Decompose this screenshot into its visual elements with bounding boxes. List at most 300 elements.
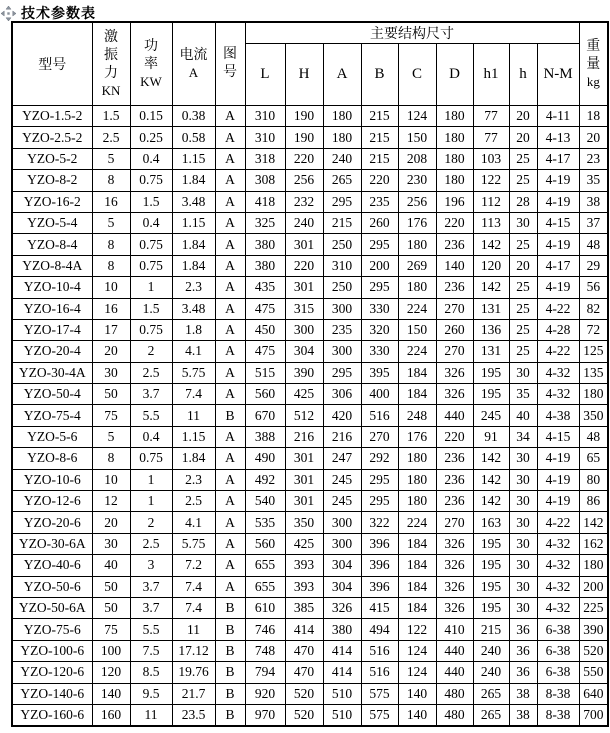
- cell-dim-h: 300: [285, 319, 323, 340]
- cell-dim-a: 250: [323, 234, 361, 255]
- cell-dim-n-m: 4-19: [537, 234, 579, 255]
- cell-dim-h1: 142: [473, 234, 509, 255]
- cell-current-a: 19.76: [172, 662, 215, 683]
- cell-force-kn: 16: [92, 298, 130, 319]
- cell-dim-h1: 265: [473, 683, 509, 704]
- cell-power-kw: 1.5: [130, 298, 172, 319]
- cell-weight-kg: 29: [579, 255, 608, 276]
- cell-dim-a: 420: [323, 405, 361, 426]
- cell-dim-d: 440: [436, 640, 473, 661]
- cell-dim-h1: 240: [473, 662, 509, 683]
- cell-dim-h: 304: [285, 341, 323, 362]
- table-row: [12, 106, 608, 127]
- cell-dim-c: 224: [398, 341, 436, 362]
- cell-drawing-no: A: [215, 298, 245, 319]
- cell-current-a: 1.15: [172, 148, 215, 169]
- cell-dim-l: 515: [245, 362, 285, 383]
- cell-dim-a: 247: [323, 448, 361, 469]
- col-header-force-label: 激振力: [103, 29, 118, 82]
- cell-drawing-no: A: [215, 448, 245, 469]
- cell-drawing-no: B: [215, 704, 245, 726]
- cell-dim-b: 215: [361, 148, 398, 169]
- cell-model: YZO-5-2: [12, 148, 92, 169]
- cell-model: YZO-75-6: [12, 619, 92, 640]
- table-row: [12, 127, 608, 148]
- cell-power-kw: 11: [130, 704, 172, 726]
- cell-weight-kg: 135: [579, 362, 608, 383]
- col-header-dim-b: B: [361, 44, 398, 106]
- cell-drawing-no: B: [215, 405, 245, 426]
- cell-dim-a: 235: [323, 319, 361, 340]
- table-row: [12, 384, 608, 405]
- cell-dim-d: 270: [436, 298, 473, 319]
- cell-model: YZO-50-4: [12, 384, 92, 405]
- cell-dim-c: 248: [398, 405, 436, 426]
- cell-weight-kg: 18: [579, 106, 608, 127]
- cell-power-kw: 0.75: [130, 319, 172, 340]
- cell-dim-h: 20: [509, 255, 537, 276]
- cell-dim-h1: 142: [473, 469, 509, 490]
- cell-dim-h: 34: [509, 426, 537, 447]
- cell-dim-h: 30: [509, 512, 537, 533]
- cell-dim-h1: 195: [473, 533, 509, 554]
- cell-dim-n-m: 8-38: [537, 704, 579, 726]
- cell-dim-l: 490: [245, 448, 285, 469]
- cell-dim-h1: 142: [473, 277, 509, 298]
- cell-dim-c: 150: [398, 127, 436, 148]
- cell-current-a: 1.15: [172, 212, 215, 233]
- cell-weight-kg: 180: [579, 555, 608, 576]
- table-row: [12, 234, 608, 255]
- cell-force-kn: 10: [92, 277, 130, 298]
- cell-drawing-no: A: [215, 106, 245, 127]
- cell-dim-h1: 91: [473, 426, 509, 447]
- col-header-dim-d: D: [436, 44, 473, 106]
- cell-weight-kg: 65: [579, 448, 608, 469]
- col-header-drawing-label: 图号: [222, 46, 237, 80]
- table-row: [12, 576, 608, 597]
- col-header-dim-a: A: [323, 44, 361, 106]
- cell-weight-kg: 225: [579, 597, 608, 618]
- cell-model: YZO-75-4: [12, 405, 92, 426]
- cell-dim-d: 236: [436, 234, 473, 255]
- table-row: [12, 662, 608, 683]
- cell-dim-h: 240: [285, 212, 323, 233]
- cell-dim-b: 220: [361, 170, 398, 191]
- cell-dim-d: 180: [436, 148, 473, 169]
- cell-dim-b: 415: [361, 597, 398, 618]
- cell-power-kw: 0.75: [130, 255, 172, 276]
- cell-dim-h1: 195: [473, 362, 509, 383]
- cell-dim-h: 390: [285, 362, 323, 383]
- cell-dim-l: 310: [245, 127, 285, 148]
- cell-dim-b: 395: [361, 362, 398, 383]
- cell-dim-c: 122: [398, 619, 436, 640]
- cell-force-kn: 140: [92, 683, 130, 704]
- cell-dim-h: 190: [285, 106, 323, 127]
- cell-dim-h1: 77: [473, 106, 509, 127]
- cell-force-kn: 160: [92, 704, 130, 726]
- cell-dim-c: 184: [398, 533, 436, 554]
- cell-dim-c: 208: [398, 148, 436, 169]
- cell-power-kw: 2: [130, 512, 172, 533]
- cell-dim-h: 385: [285, 597, 323, 618]
- cell-model: YZO-16-4: [12, 298, 92, 319]
- table-row: [12, 512, 608, 533]
- cell-power-kw: 3.7: [130, 384, 172, 405]
- cell-dim-h: 301: [285, 234, 323, 255]
- cell-dim-a: 380: [323, 619, 361, 640]
- cell-dim-h1: 122: [473, 170, 509, 191]
- cell-dim-a: 295: [323, 191, 361, 212]
- cell-dim-l: 920: [245, 683, 285, 704]
- cell-dim-n-m: 4-22: [537, 341, 579, 362]
- cell-dim-d: 270: [436, 341, 473, 362]
- cell-dim-d: 236: [436, 277, 473, 298]
- cell-power-kw: 2: [130, 341, 172, 362]
- cell-dim-l: 308: [245, 170, 285, 191]
- move-icon[interactable]: [1, 6, 16, 21]
- cell-dim-a: 300: [323, 298, 361, 319]
- cell-dim-l: 318: [245, 148, 285, 169]
- cell-dim-h: 35: [509, 384, 537, 405]
- cell-drawing-no: A: [215, 319, 245, 340]
- table-row: [12, 640, 608, 661]
- cell-dim-b: 270: [361, 426, 398, 447]
- cell-dim-h: 25: [509, 148, 537, 169]
- cell-force-kn: 8: [92, 170, 130, 191]
- cell-dim-c: 256: [398, 191, 436, 212]
- cell-dim-h: 30: [509, 491, 537, 512]
- cell-dim-h: 38: [509, 704, 537, 726]
- cell-dim-d: 220: [436, 212, 473, 233]
- cell-model: YZO-5-6: [12, 426, 92, 447]
- cell-dim-h1: 131: [473, 298, 509, 319]
- cell-dim-l: 310: [245, 106, 285, 127]
- cell-current-a: 21.7: [172, 683, 215, 704]
- cell-dim-b: 516: [361, 662, 398, 683]
- cell-force-kn: 2.5: [92, 127, 130, 148]
- cell-dim-d: 260: [436, 319, 473, 340]
- cell-force-kn: 5: [92, 212, 130, 233]
- cell-dim-h1: 142: [473, 448, 509, 469]
- cell-force-kn: 50: [92, 597, 130, 618]
- table-row: [12, 212, 608, 233]
- cell-dim-b: 260: [361, 212, 398, 233]
- cell-dim-h: 256: [285, 170, 323, 191]
- cell-dim-h: 25: [509, 298, 537, 319]
- col-header-force-unit: KN: [101, 83, 121, 99]
- cell-dim-h: 36: [509, 662, 537, 683]
- cell-drawing-no: B: [215, 597, 245, 618]
- cell-dim-h1: 103: [473, 148, 509, 169]
- cell-dim-d: 326: [436, 597, 473, 618]
- cell-model: YZO-50-6A: [12, 597, 92, 618]
- cell-dim-h1: 240: [473, 640, 509, 661]
- table-row: [12, 191, 608, 212]
- cell-dim-n-m: 8-38: [537, 683, 579, 704]
- col-header-dim-h1: h1: [473, 44, 509, 106]
- cell-power-kw: 0.15: [130, 106, 172, 127]
- cell-dim-d: 180: [436, 106, 473, 127]
- table-row: [12, 405, 608, 426]
- cell-model: YZO-12-6: [12, 491, 92, 512]
- cell-dim-h: 38: [509, 683, 537, 704]
- cell-model: YZO-120-6: [12, 662, 92, 683]
- cell-drawing-no: A: [215, 277, 245, 298]
- cell-drawing-no: A: [215, 576, 245, 597]
- cell-current-a: 2.3: [172, 277, 215, 298]
- cell-model: YZO-17-4: [12, 319, 92, 340]
- cell-model: YZO-5-4: [12, 212, 92, 233]
- cell-dim-c: 180: [398, 234, 436, 255]
- table-row: [12, 298, 608, 319]
- cell-dim-b: 396: [361, 555, 398, 576]
- cell-drawing-no: A: [215, 555, 245, 576]
- cell-model: YZO-10-6: [12, 469, 92, 490]
- cell-dim-h1: 142: [473, 491, 509, 512]
- cell-dim-d: 480: [436, 704, 473, 726]
- table-row: [12, 341, 608, 362]
- table-row: [12, 448, 608, 469]
- cell-dim-l: 475: [245, 298, 285, 319]
- col-header-force-kn: [92, 22, 130, 106]
- cell-force-kn: 50: [92, 576, 130, 597]
- cell-dim-c: 184: [398, 362, 436, 383]
- cell-dim-h: 216: [285, 426, 323, 447]
- cell-dim-h1: 163: [473, 512, 509, 533]
- cell-dim-h1: 245: [473, 405, 509, 426]
- cell-force-kn: 75: [92, 405, 130, 426]
- cell-dim-h: 425: [285, 533, 323, 554]
- cell-dim-a: 245: [323, 469, 361, 490]
- cell-dim-h: 36: [509, 619, 537, 640]
- cell-dim-a: 180: [323, 127, 361, 148]
- cell-drawing-no: B: [215, 640, 245, 661]
- col-header-current-a: [172, 22, 215, 106]
- cell-dim-h1: 195: [473, 384, 509, 405]
- cell-drawing-no: A: [215, 512, 245, 533]
- cell-dim-a: 310: [323, 255, 361, 276]
- cell-model: YZO-8-2: [12, 170, 92, 191]
- cell-dim-h: 30: [509, 555, 537, 576]
- cell-weight-kg: 80: [579, 469, 608, 490]
- cell-dim-h: 301: [285, 277, 323, 298]
- cell-model: YZO-40-6: [12, 555, 92, 576]
- cell-dim-n-m: 4-17: [537, 255, 579, 276]
- cell-dim-h1: 136: [473, 319, 509, 340]
- cell-weight-kg: 162: [579, 533, 608, 554]
- cell-drawing-no: B: [215, 662, 245, 683]
- cell-dim-c: 140: [398, 683, 436, 704]
- cell-dim-d: 196: [436, 191, 473, 212]
- cell-current-a: 1.84: [172, 448, 215, 469]
- table-row: [12, 255, 608, 276]
- cell-dim-c: 124: [398, 106, 436, 127]
- cell-power-kw: 5.5: [130, 405, 172, 426]
- cell-dim-d: 236: [436, 469, 473, 490]
- cell-dim-l: 435: [245, 277, 285, 298]
- table-row: [12, 533, 608, 554]
- cell-force-kn: 16: [92, 191, 130, 212]
- cell-power-kw: 9.5: [130, 683, 172, 704]
- cell-dim-d: 326: [436, 555, 473, 576]
- cell-dim-h1: 195: [473, 576, 509, 597]
- cell-dim-b: 292: [361, 448, 398, 469]
- cell-dim-d: 326: [436, 576, 473, 597]
- cell-drawing-no: A: [215, 469, 245, 490]
- cell-dim-n-m: 4-32: [537, 533, 579, 554]
- cell-current-a: 11: [172, 405, 215, 426]
- cell-power-kw: 3.7: [130, 597, 172, 618]
- cell-dim-b: 295: [361, 469, 398, 490]
- col-header-dim-h: h: [509, 44, 537, 106]
- cell-model: YZO-140-6: [12, 683, 92, 704]
- col-header-power-kw: [130, 22, 172, 106]
- col-header-power-label: 功率: [143, 39, 158, 73]
- title-bar: [0, 0, 610, 21]
- cell-dim-h: 25: [509, 234, 537, 255]
- cell-dim-a: 414: [323, 662, 361, 683]
- cell-dim-n-m: 4-32: [537, 384, 579, 405]
- cell-drawing-no: A: [215, 384, 245, 405]
- cell-dim-l: 325: [245, 212, 285, 233]
- cell-dim-n-m: 4-22: [537, 298, 579, 319]
- cell-dim-c: 224: [398, 512, 436, 533]
- cell-dim-a: 306: [323, 384, 361, 405]
- cell-dim-a: 510: [323, 704, 361, 726]
- cell-drawing-no: A: [215, 212, 245, 233]
- cell-power-kw: 0.4: [130, 426, 172, 447]
- cell-dim-a: 300: [323, 533, 361, 554]
- cell-weight-kg: 700: [579, 704, 608, 726]
- cell-force-kn: 120: [92, 662, 130, 683]
- cell-dim-h1: 120: [473, 255, 509, 276]
- cell-dim-c: 184: [398, 555, 436, 576]
- cell-drawing-no: A: [215, 191, 245, 212]
- cell-dim-b: 295: [361, 491, 398, 512]
- cell-model: YZO-50-6: [12, 576, 92, 597]
- cell-dim-n-m: 6-38: [537, 640, 579, 661]
- cell-dim-n-m: 4-11: [537, 106, 579, 127]
- cell-dim-n-m: 4-19: [537, 170, 579, 191]
- cell-force-kn: 8: [92, 234, 130, 255]
- cell-dim-l: 380: [245, 255, 285, 276]
- cell-current-a: 3.48: [172, 191, 215, 212]
- cell-dim-b: 516: [361, 640, 398, 661]
- table-row: [12, 319, 608, 340]
- cell-drawing-no: B: [215, 619, 245, 640]
- tech-params-table: [11, 21, 609, 727]
- cell-dim-h1: 265: [473, 704, 509, 726]
- cell-dim-n-m: 4-19: [537, 277, 579, 298]
- cell-dim-n-m: 4-19: [537, 491, 579, 512]
- col-header-weight-unit: kg: [586, 74, 600, 90]
- cell-dim-d: 220: [436, 426, 473, 447]
- cell-force-kn: 5: [92, 426, 130, 447]
- cell-dim-a: 304: [323, 555, 361, 576]
- cell-power-kw: 0.75: [130, 234, 172, 255]
- cell-force-kn: 30: [92, 362, 130, 383]
- cell-dim-l: 670: [245, 405, 285, 426]
- cell-power-kw: 1: [130, 469, 172, 490]
- cell-power-kw: 0.25: [130, 127, 172, 148]
- col-header-dims-group: 主要结构尺寸: [245, 22, 579, 44]
- cell-weight-kg: 48: [579, 426, 608, 447]
- cell-dim-h: 301: [285, 448, 323, 469]
- cell-dim-a: 295: [323, 362, 361, 383]
- cell-dim-n-m: 4-13: [537, 127, 579, 148]
- cell-model: YZO-1.5-2: [12, 106, 92, 127]
- col-header-dim-h: H: [285, 44, 323, 106]
- cell-force-kn: 5: [92, 148, 130, 169]
- cell-dim-h: 393: [285, 576, 323, 597]
- cell-model: YZO-16-2: [12, 191, 92, 212]
- cell-dim-b: 235: [361, 191, 398, 212]
- table-row: [12, 704, 608, 726]
- cell-model: YZO-8-4: [12, 234, 92, 255]
- cell-dim-l: 748: [245, 640, 285, 661]
- cell-dim-n-m: 4-22: [537, 512, 579, 533]
- cell-dim-n-m: 4-15: [537, 212, 579, 233]
- cell-dim-h: 470: [285, 662, 323, 683]
- col-header-model-label: 型号: [38, 58, 67, 73]
- cell-dim-h: 350: [285, 512, 323, 533]
- cell-dim-h: 20: [509, 106, 537, 127]
- cell-dim-a: 414: [323, 640, 361, 661]
- cell-power-kw: 1.5: [130, 191, 172, 212]
- cell-dim-h: 40: [509, 405, 537, 426]
- col-header-drawing-no: [215, 22, 245, 106]
- cell-dim-b: 320: [361, 319, 398, 340]
- cell-dim-a: 216: [323, 426, 361, 447]
- cell-dim-d: 480: [436, 683, 473, 704]
- cell-model: YZO-30-6A: [12, 533, 92, 554]
- cell-dim-h: 301: [285, 469, 323, 490]
- table-row: [12, 683, 608, 704]
- cell-current-a: 1.8: [172, 319, 215, 340]
- cell-dim-a: 265: [323, 170, 361, 191]
- cell-dim-c: 140: [398, 704, 436, 726]
- cell-dim-h1: 195: [473, 597, 509, 618]
- cell-current-a: 4.1: [172, 341, 215, 362]
- cell-current-a: 1.84: [172, 255, 215, 276]
- table-row: [12, 148, 608, 169]
- cell-dim-a: 300: [323, 512, 361, 533]
- cell-dim-l: 380: [245, 234, 285, 255]
- cell-model: YZO-8-6: [12, 448, 92, 469]
- cell-drawing-no: A: [215, 255, 245, 276]
- cell-dim-l: 388: [245, 426, 285, 447]
- col-header-power-unit: KW: [140, 74, 162, 90]
- cell-weight-kg: 125: [579, 341, 608, 362]
- cell-power-kw: 8.5: [130, 662, 172, 683]
- cell-dim-n-m: 4-15: [537, 426, 579, 447]
- cell-dim-h1: 131: [473, 341, 509, 362]
- col-header-dim-l: L: [245, 44, 285, 106]
- cell-current-a: 3.48: [172, 298, 215, 319]
- cell-dim-b: 200: [361, 255, 398, 276]
- cell-force-kn: 20: [92, 341, 130, 362]
- cell-dim-n-m: 4-32: [537, 576, 579, 597]
- cell-weight-kg: 20: [579, 127, 608, 148]
- cell-force-kn: 20: [92, 512, 130, 533]
- cell-dim-d: 440: [436, 662, 473, 683]
- cell-model: YZO-160-6: [12, 704, 92, 726]
- cell-force-kn: 17: [92, 319, 130, 340]
- cell-dim-c: 124: [398, 640, 436, 661]
- cell-power-kw: 2.5: [130, 362, 172, 383]
